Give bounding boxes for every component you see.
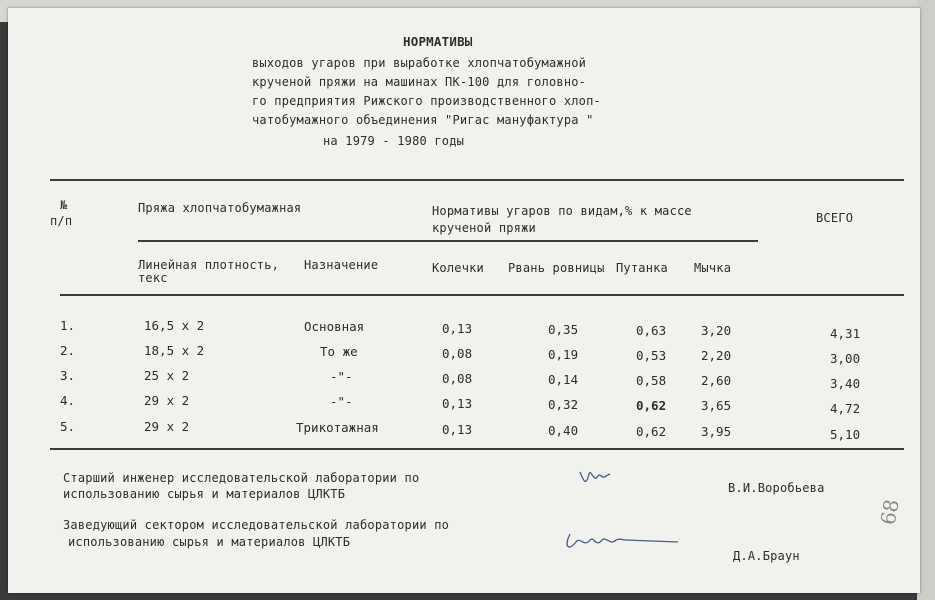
row-rvan: 0,40 bbox=[548, 423, 579, 438]
signatory-name: Д.А.Браун bbox=[733, 549, 800, 563]
col-header-num: п/п bbox=[50, 214, 73, 228]
sub-header-kolechki: Колечки bbox=[432, 261, 484, 275]
margin-note: 68 bbox=[875, 497, 904, 527]
sub-header-putanka: Путанка bbox=[616, 261, 668, 275]
row-purpose: Основная bbox=[304, 319, 365, 334]
row-purpose: -"- bbox=[330, 369, 353, 384]
row-kolechki: 0,08 bbox=[442, 371, 473, 386]
col-header-yarn: Пряжа хлопчатобумажная bbox=[138, 201, 302, 215]
signature-title: использованию сырья и материалов ЦЛКТБ bbox=[63, 487, 346, 501]
sub-header-rvan: Рвань ровницы bbox=[508, 261, 605, 275]
row-num: 1. bbox=[60, 318, 76, 333]
signatory-name: В.И.Воробьева bbox=[728, 481, 825, 495]
row-purpose: -"- bbox=[330, 394, 353, 409]
signature-mark bbox=[576, 464, 626, 492]
sub-header-purpose: Назначение bbox=[304, 258, 379, 272]
subtitle-line: чатобумажного объединения "Ригас мануфактура " bbox=[252, 113, 594, 127]
signature-mark bbox=[560, 526, 685, 556]
document-page bbox=[8, 8, 920, 593]
row-mychka: 3,20 bbox=[701, 323, 732, 338]
row-kolechki: 0,13 bbox=[442, 422, 473, 437]
subtitle-line: выходов угаров при выработке хлопчатобумажной bbox=[252, 56, 587, 70]
table-bottom-rule bbox=[50, 448, 904, 450]
row-num: 2. bbox=[60, 343, 76, 358]
row-rvan: 0,35 bbox=[548, 322, 579, 337]
document-title: НОРМАТИВЫ bbox=[403, 34, 473, 49]
row-density: 25 x 2 bbox=[144, 368, 190, 383]
row-mychka: 3,65 bbox=[701, 398, 732, 413]
row-putanka: 0,62 bbox=[636, 424, 667, 439]
subtitle-line: на 1979 - 1980 годы bbox=[323, 134, 465, 148]
signature-title: Заведующий сектором исследовательской лаборатории по bbox=[63, 518, 450, 532]
row-mychka: 3,95 bbox=[701, 424, 732, 439]
row-kolechki: 0,08 bbox=[442, 346, 473, 361]
row-total: 5,10 bbox=[830, 427, 861, 442]
row-mychka: 2,60 bbox=[701, 373, 732, 388]
row-rvan: 0,19 bbox=[548, 347, 579, 362]
sub-header-density: текс bbox=[138, 271, 168, 285]
col-header-num: № bbox=[60, 198, 68, 212]
row-kolechki: 0,13 bbox=[442, 321, 473, 336]
signature-title: Старший инженер исследовательской лаборатории по bbox=[63, 471, 420, 485]
subtitle-line: крученой пряжи на машинах ПК-100 для головно- bbox=[252, 75, 587, 89]
row-purpose: Трикотажная bbox=[296, 420, 379, 435]
row-total: 3,40 bbox=[830, 376, 861, 391]
subtitle-line: го предприятия Рижского производственного хлоп- bbox=[252, 94, 601, 108]
row-putanka: 0,63 bbox=[636, 323, 667, 338]
row-num: 4. bbox=[60, 393, 76, 408]
col-header-norms: Нормативы угаров по видам,% к массе bbox=[432, 204, 692, 218]
row-mychka: 2,20 bbox=[701, 348, 732, 363]
col-header-total: ВСЕГО bbox=[816, 211, 854, 225]
header-bottom-rule bbox=[60, 294, 904, 296]
row-total: 4,31 bbox=[830, 326, 861, 341]
row-density: 29 x 2 bbox=[144, 419, 190, 434]
header-sub-rule bbox=[138, 240, 758, 242]
row-rvan: 0,14 bbox=[548, 372, 579, 387]
row-num: 3. bbox=[60, 368, 76, 383]
row-putanka: 0,58 bbox=[636, 373, 667, 388]
row-density: 16,5 x 2 bbox=[144, 318, 205, 333]
col-header-norms: крученой пряжи bbox=[432, 221, 536, 235]
row-rvan: 0,32 bbox=[548, 397, 579, 412]
table-top-rule bbox=[50, 179, 904, 181]
signature-title: использованию сырья и материалов ЦЛКТБ bbox=[68, 535, 351, 549]
sub-header-density: Линейная плотность, bbox=[138, 258, 280, 272]
row-density: 18,5 x 2 bbox=[144, 343, 205, 358]
row-density: 29 x 2 bbox=[144, 393, 190, 408]
row-kolechki: 0,13 bbox=[442, 396, 473, 411]
row-total: 4,72 bbox=[830, 401, 861, 416]
row-num: 5. bbox=[60, 419, 76, 434]
row-putanka: 0,62 bbox=[636, 398, 667, 413]
row-putanka: 0,53 bbox=[636, 348, 667, 363]
row-total: 3,00 bbox=[830, 351, 861, 366]
row-purpose: То же bbox=[320, 344, 358, 359]
sub-header-mychka: Мычка bbox=[694, 261, 732, 275]
